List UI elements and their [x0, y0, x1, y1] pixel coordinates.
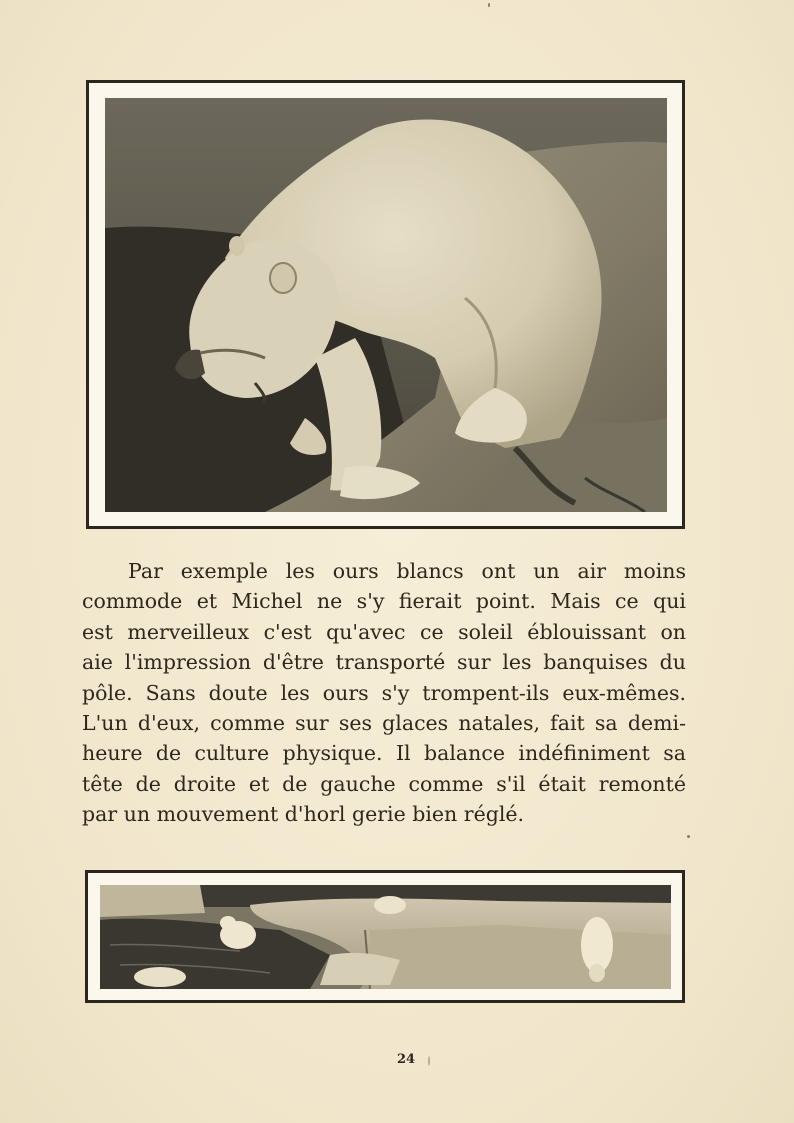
text-line: est merveilleux c'est qu'avec ce soleil éblouissant on	[82, 619, 686, 644]
paper-speck	[687, 835, 690, 838]
paper-speck	[428, 1056, 430, 1066]
text-line: commode et Michel ne s'y fierait point. Mais ce qui	[82, 589, 686, 614]
text-line: aie l'impression d'être transporté sur les banquises du	[82, 650, 686, 675]
text-line: heure de culture physique. Il balance indéfiniment sa	[82, 741, 686, 766]
polar-bears-pool-photo	[100, 885, 671, 989]
text-line: pôle. Sans doute les ours s'y trompent-ils eux-mêmes.	[82, 680, 686, 705]
bottom-photo-frame	[85, 870, 685, 1003]
text-line: L'un d'eux, comme sur ses glaces natales, fait sa demi-	[82, 710, 686, 735]
text-line: tête de droite et de gauche comme s'il était remonté	[82, 771, 686, 796]
text-line: par un mouvement d'horl gerie bien réglé.	[82, 802, 525, 827]
page-number: 24	[397, 1052, 416, 1067]
polar-bear-photo	[105, 98, 667, 512]
top-photo-frame	[86, 80, 685, 529]
paper-speck	[488, 3, 490, 7]
text-line: Par exemple les ours blancs ont un air moins	[128, 559, 686, 583]
body-paragraph	[82, 556, 686, 830]
